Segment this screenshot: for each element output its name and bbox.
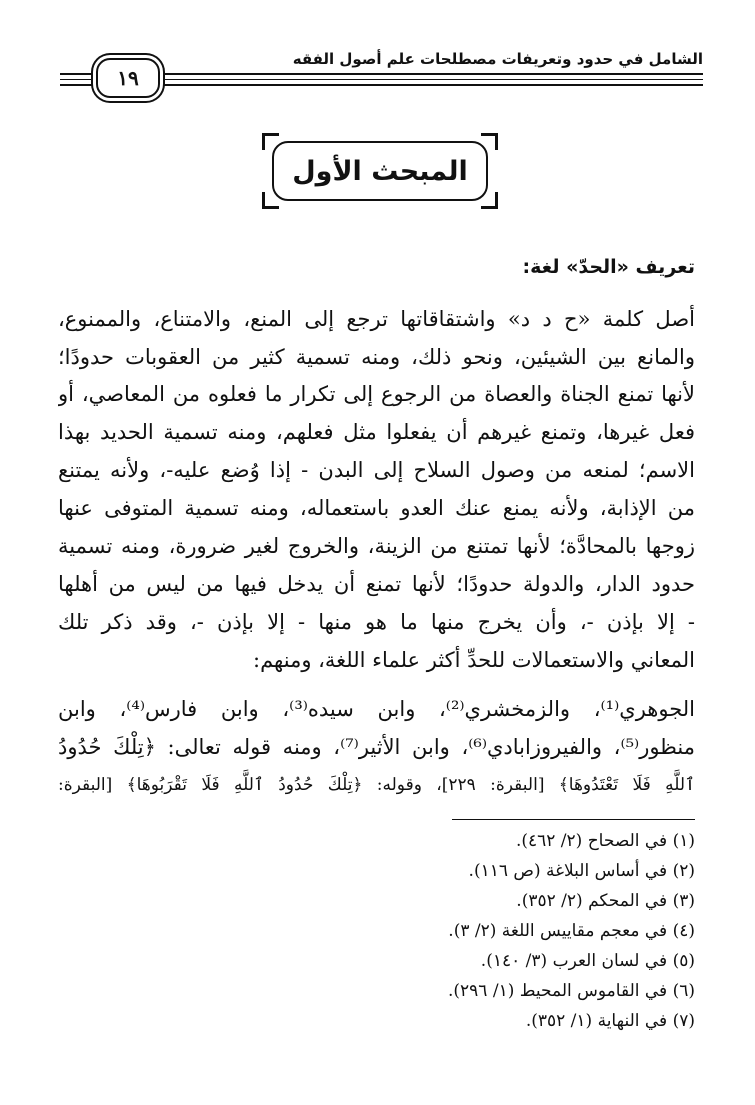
body-line: لأنها تمنع الجناة والعصاة من الرجوع إلى تكرار ما فعلوه من المعاصي، أو xyxy=(58,382,695,406)
running-header-title: الشامل في حدود وتعريفات مصطلحات علم أصول الفقه xyxy=(292,50,703,68)
footnote: (٥) في لسان العرب (٣/ ١٤٠). xyxy=(480,951,695,971)
chapter-title: المبحث الأول xyxy=(292,155,468,187)
body-line: والمانع بين الشيئين، ونحو ذلك، ومنه تسمية كثير من العقوبات حدودًا؛ xyxy=(58,345,695,369)
body-line: المعاني والاستعمالات للحدِّ أكثر علماء اللغة، ومنهم: xyxy=(253,648,695,672)
section-heading: تعريف «الحدّ» لغة: xyxy=(522,256,695,278)
body-line: فعل غيرها، وتمنع غيرهم أن يفعلوا مثل فعلهم، ومنه تسمية الحديد بهذا xyxy=(58,420,695,444)
footnote-separator xyxy=(452,819,695,820)
footnote: (٦) في القاموس المحيط (١/ ٢٩٦). xyxy=(448,981,695,1001)
body-line: أصل كلمة «ح د د» واشتقاقاتها ترجع إلى المنع، والامتناع، والممنوع، xyxy=(58,307,695,331)
body-line: الجوهري⁽¹⁾، والزمخشري⁽²⁾، وابن سيده⁽³⁾، وابن فارس⁽⁴⁾، وابن xyxy=(58,697,695,721)
footnote: (١) في الصحاح (٢/ ٤٦٢). xyxy=(515,831,695,851)
quran-citation-line: ٱللَّهِ فَلَا تَعْتَدُوهَا﴾ [البقرة: ٢٢٩]، وقوله: ﴿تِلْكَ حُدُودُ ٱللَّهِ فَلَا تَقْرَبُوهَا﴾ [البقرة: xyxy=(58,775,695,795)
body-line: منظور⁽⁵⁾، والفيروزابادي⁽⁶⁾، وابن الأثير⁽⁷⁾، ومنه قوله تعالى: ﴿تِلْكَ حُدُودُ xyxy=(58,735,695,759)
body-line: - إلا بإذن -، وأن يخرج منها ما هو منها - إلا بإذن -، وقد ذكر تلك xyxy=(58,610,695,634)
body-line: زوجها بالمحادَّة؛ لأنها تمتنع من الزينة، والخروج لغير ضرورة، ومنه تسمية xyxy=(58,534,695,558)
body-line: حدود الدار، والدولة حدودًا؛ لأنها تمنع أن يدخل فيها من ليس من أهلها xyxy=(58,572,695,596)
body-line: الاسم؛ لمنعه من وصول السلاح إلى البدن - إذا وُضع عليه-، ولأنه يمتنع xyxy=(58,458,695,482)
body-line: من الإذابة، ولأنه يمنع عنك العدو باستعماله، ومنه تسمية المتوفى عنها xyxy=(58,496,695,520)
footnote: (٣) في المحكم (٢/ ٣٥٢). xyxy=(516,891,695,911)
chapter-title-frame xyxy=(262,133,498,209)
page-number: ١٩ xyxy=(96,58,160,98)
footnote: (٤) في معجم مقاييس اللغة (٢/ ٣). xyxy=(448,921,695,941)
footnote: (٢) في أساس البلاغة (ص ١١٦). xyxy=(468,861,695,881)
chapter-title-box xyxy=(272,141,488,201)
footnote: (٧) في النهاية (١/ ٣٥٢). xyxy=(525,1011,695,1031)
